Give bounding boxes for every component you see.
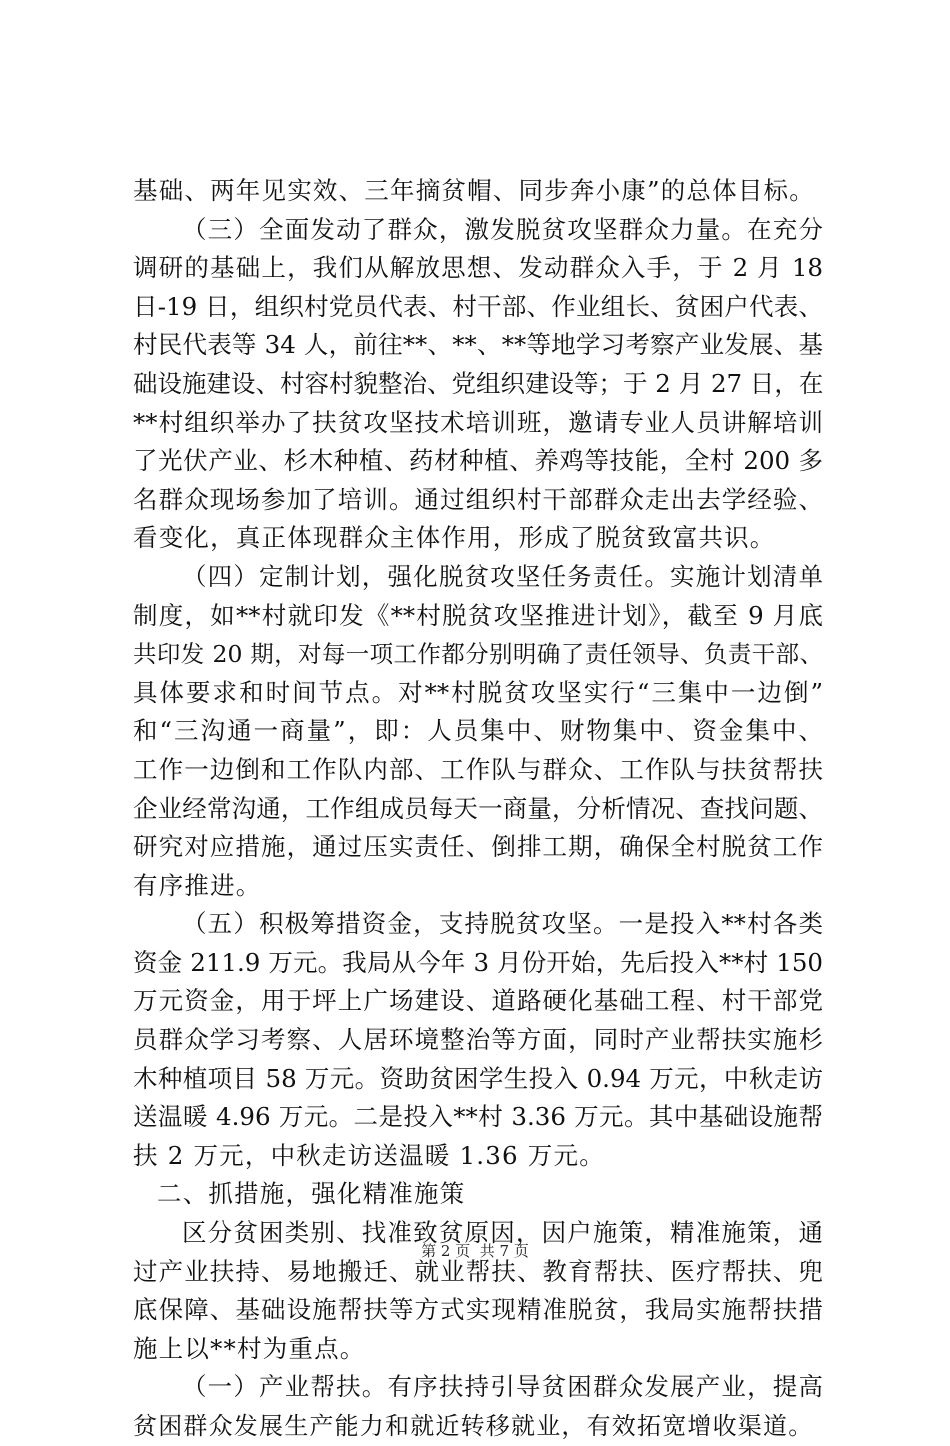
text-line: 看变化，真正体现群众主体作用，形成了脱贫致富共识。 (133, 523, 776, 553)
page-indicator: 第 2 页 共 7 页 (421, 1242, 529, 1260)
text-line: 有序推进。 (133, 870, 262, 900)
text-line: 调研的基础上，我们从解放思想、发动群众入手，于 2 月 18 (133, 253, 823, 283)
paragraph-heading-line: （一）产业帮扶。有序扶持引导贫困群众发展产业，提高 (182, 1372, 823, 1402)
text-line: 名群众现场参加了培训。通过组织村干部群众走出去学经验、 (133, 484, 823, 514)
text-line: 扶 2 万元，中秋走访送温暖 1.36 万元。 (133, 1140, 605, 1170)
text-line: 企业经常沟通，工作组成员每天一商量，分析情况、查找问题、 (133, 793, 823, 823)
text-line: 和“三沟通一商量”，即：人员集中、财物集中、资金集中、 (133, 716, 823, 746)
paragraph-heading-line: （五）积极筹措资金，支持脱贫攻坚。一是投入**村各类 (182, 909, 823, 939)
text-line: 送温暖 4.96 万元。二是投入**村 3.36 万元。其中基础设施帮 (133, 1102, 823, 1132)
text-line: 了光伏产业、杉木种植、药材种植、养鸡等技能，全村 200 多 (133, 446, 823, 476)
text-line: 员群众学习考察、人居环境整治等方面，同时产业帮扶实施杉 (133, 1025, 823, 1055)
text-line: 共印发 20 期，对每一项工作都分别明确了责任领导、负责干部、 (133, 640, 823, 669)
text-line: 村民代表等 34 人，前往**、**、**等地学习考察产业发展、基 (133, 330, 823, 360)
text-line: 施上以**村为重点。 (133, 1333, 366, 1363)
text-line: 础设施建设、村容村貌整治、党组织建设等；于 2 月 27 日，在 (133, 368, 824, 398)
text-line: 万元资金，用于坪上广场建设、道路硬化基础工程、村干部党 (133, 986, 823, 1016)
text-line: 区分贫困类别、找准致贫原因，因户施策，精准施策，通 (182, 1218, 823, 1248)
text-line: 日-19 日，组织村党员代表、村干部、作业组长、贫困户代表、 (133, 291, 823, 321)
text-line: 木种植项目 58 万元。资助贫困学生投入 0.94 万元，中秋走访 (133, 1063, 823, 1093)
text-line: 贫困群众发展生产能力和就近转移就业，有效拓宽增收渠道。 (133, 1412, 814, 1440)
text-line: 制度，如**村就印发《**村脱贫攻坚推进计划》，截至 9 月底 (133, 600, 823, 630)
text-line: **村组织举办了扶贫攻坚技术培训班，邀请专业人员讲解培训 (133, 407, 823, 437)
text-line: 研究对应措施，通过压实责任、倒排工期，确保全村脱贫工作 (133, 832, 823, 862)
text-line: 过产业扶持、易地搬迁、就业帮扶、教育帮扶、医疗帮扶、兜 (133, 1256, 823, 1286)
paragraph-heading-line: （三）全面发动了群众，激发脱贫攻坚群众力量。在充分 (182, 214, 823, 244)
text-line: 工作一边倒和工作队内部、工作队与群众、工作队与扶贫帮扶 (133, 754, 823, 784)
text-line: 底保障、基础设施帮扶等方式实现精准脱贫，我局实施帮扶措 (133, 1295, 823, 1325)
text-line: 基础、两年见实效、三年摘贫帽、同步奔小康”的总体目标。 (133, 176, 815, 205)
text-line: 资金 211.9 万元。我局从今年 3 月份开始，先后投入**村 150 (133, 947, 823, 977)
page-footer (0, 1241, 950, 1261)
paragraph-heading-line: （四）定制计划，强化脱贫攻坚任务责任。实施计划清单 (182, 561, 823, 591)
text-line: 具体要求和时间节点。对**村脱贫攻坚实行“三集中一边倒” (133, 677, 823, 707)
section-heading: 二、抓措施，强化精准施策 (157, 1179, 466, 1209)
